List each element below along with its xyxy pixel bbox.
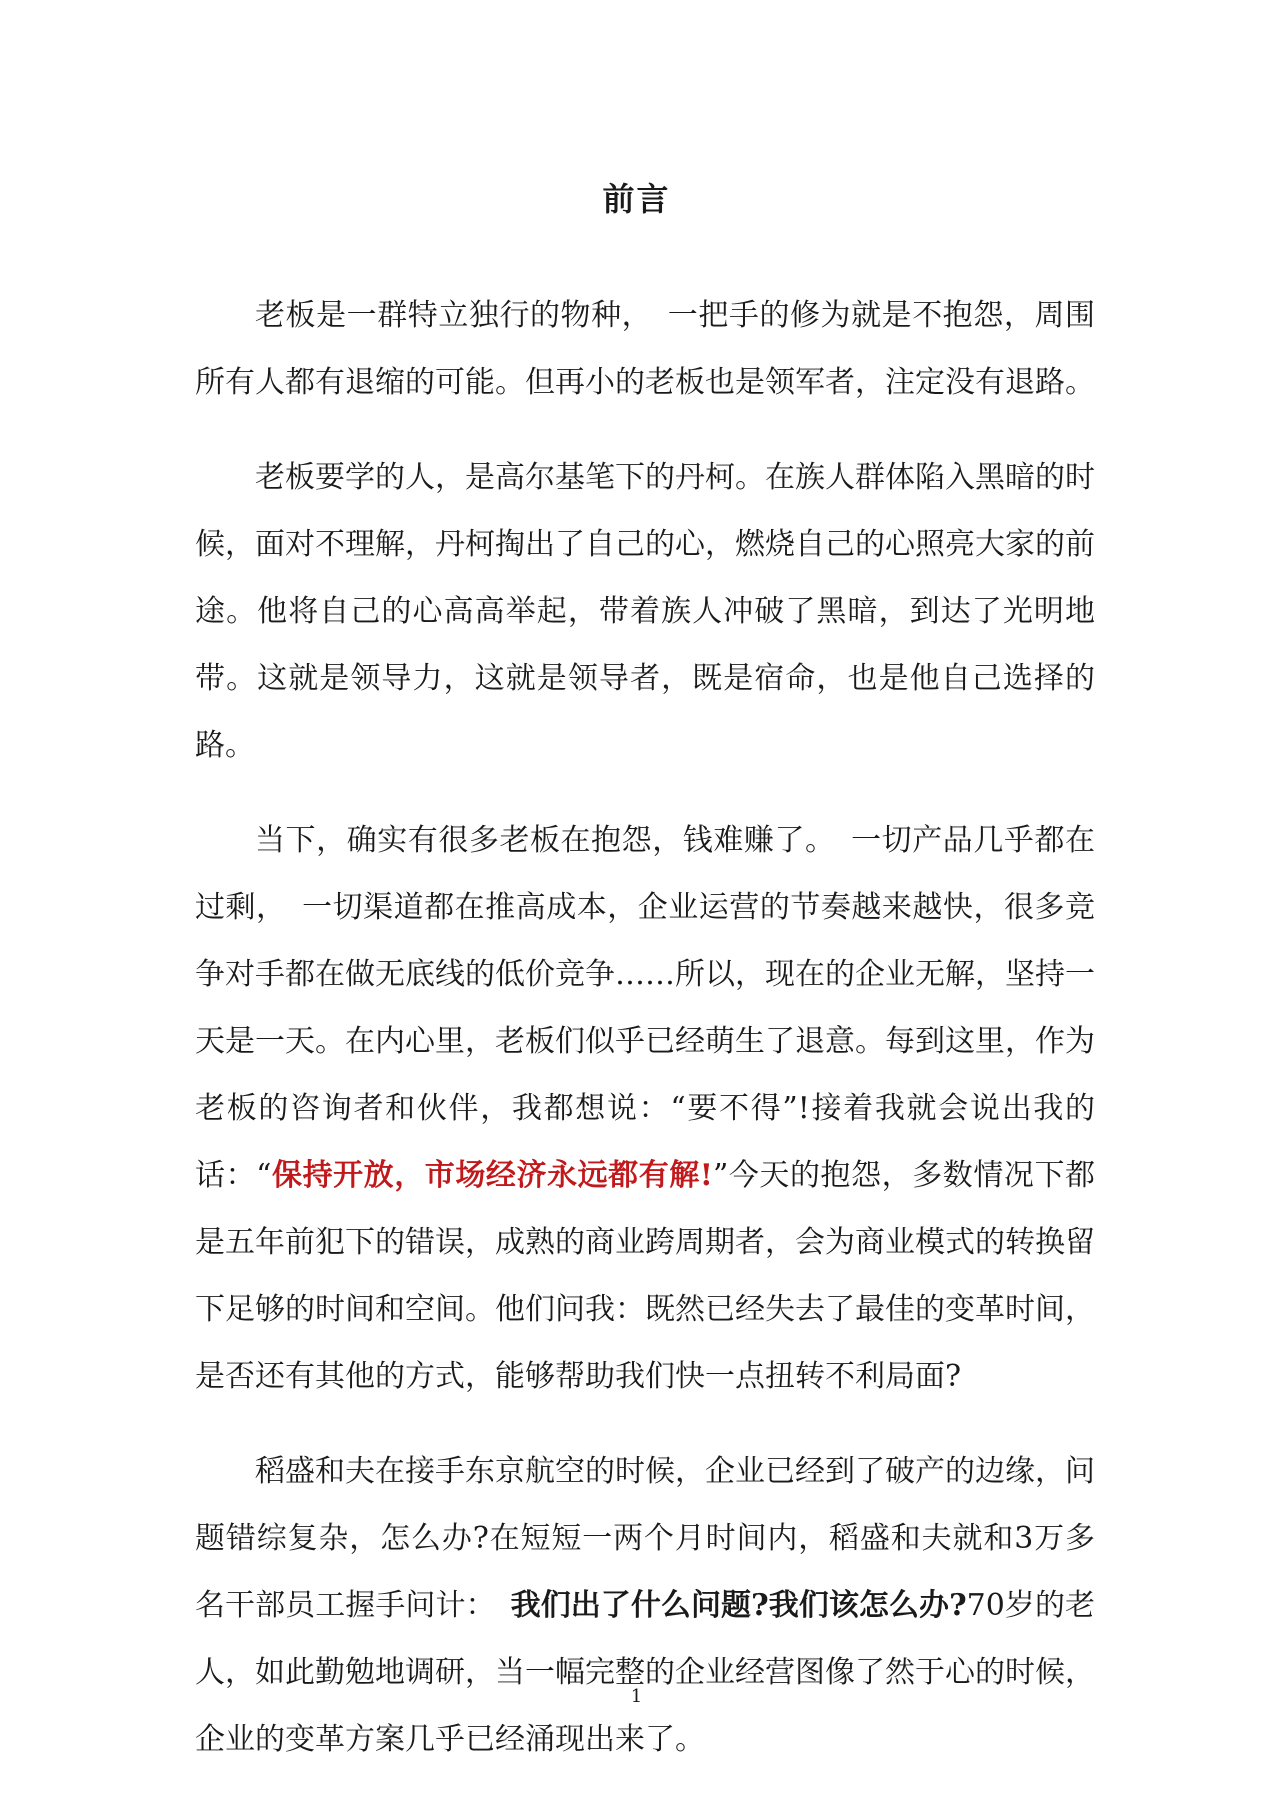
page-title: 前言: [602, 180, 671, 218]
paragraph-3-text-after: ”今天的抱怨，多数情况下都是五年前犯下的错误，成熟的商业跨周期者，会为商业模式的转换留下足够的时间和空间。他们问我：既然已经失去了最佳的变革时间，是否还有其他的方式，能够帮助我们快一点扭转不利局面?: [195, 1158, 1095, 1394]
paragraph-3-text-before: 当下，确实有很多老板在抱怨，钱难赚了。 一切产品几乎都在过剩， 一切渠道都在推高成本，企业运营的节奏越来越快，很多竞争对手都在做无底线的低价竞争……所以，现在的企业无解，坚持一天是一天。在内心里，老板们似乎已经萌生了退意。每到这里，作为老板的咨询者和伙伴，我都想说：“要不得”!接着我就会说出我的话：“: [195, 823, 1095, 1193]
paragraph-1: 老板是一群特立独行的物种， 一把手的修为就是不抱怨，周围所有人都有退缩的可能。但再小的老板也是领军者，注定没有退路。: [195, 298, 1095, 400]
bold-question: 我们出了什么问题?我们该怎么办?: [510, 1588, 967, 1623]
paragraph-4: [195, 1438, 1095, 1773]
paragraph-4-text-after: 70岁的老人，如此勤勉地调研，当一幅完整的企业经营图像了然于心的时候，企业的变革方案几乎已经涌现出来了。: [195, 1588, 1096, 1757]
page-number: 1: [630, 1686, 643, 1707]
paragraph-3: [195, 807, 1095, 1410]
highlighted-quote: 保持开放，市场经济永远都有解!: [271, 1158, 713, 1193]
paragraph-2: 老板要学的人，是高尔基笔下的丹柯。在族人群体陷入黑暗的时候，面对不理解，丹柯掏出了自己的心，燃烧自己的心照亮大家的前途。他将自己的心高高举起，带着族人冲破了黑暗，到达了光明地带。这就是领导力，这就是领导者，既是宿命，也是他自己选择的路。: [195, 460, 1095, 763]
paragraph-4-text-before: 稻盛和夫在接手东京航空的时候，企业已经到了破产的边缘，问题错综复杂，怎么办?在短短一两个月时间内，稻盛和夫就和3万多名干部员工握手问计：: [195, 1454, 1095, 1623]
document-body: [195, 282, 1095, 1801]
